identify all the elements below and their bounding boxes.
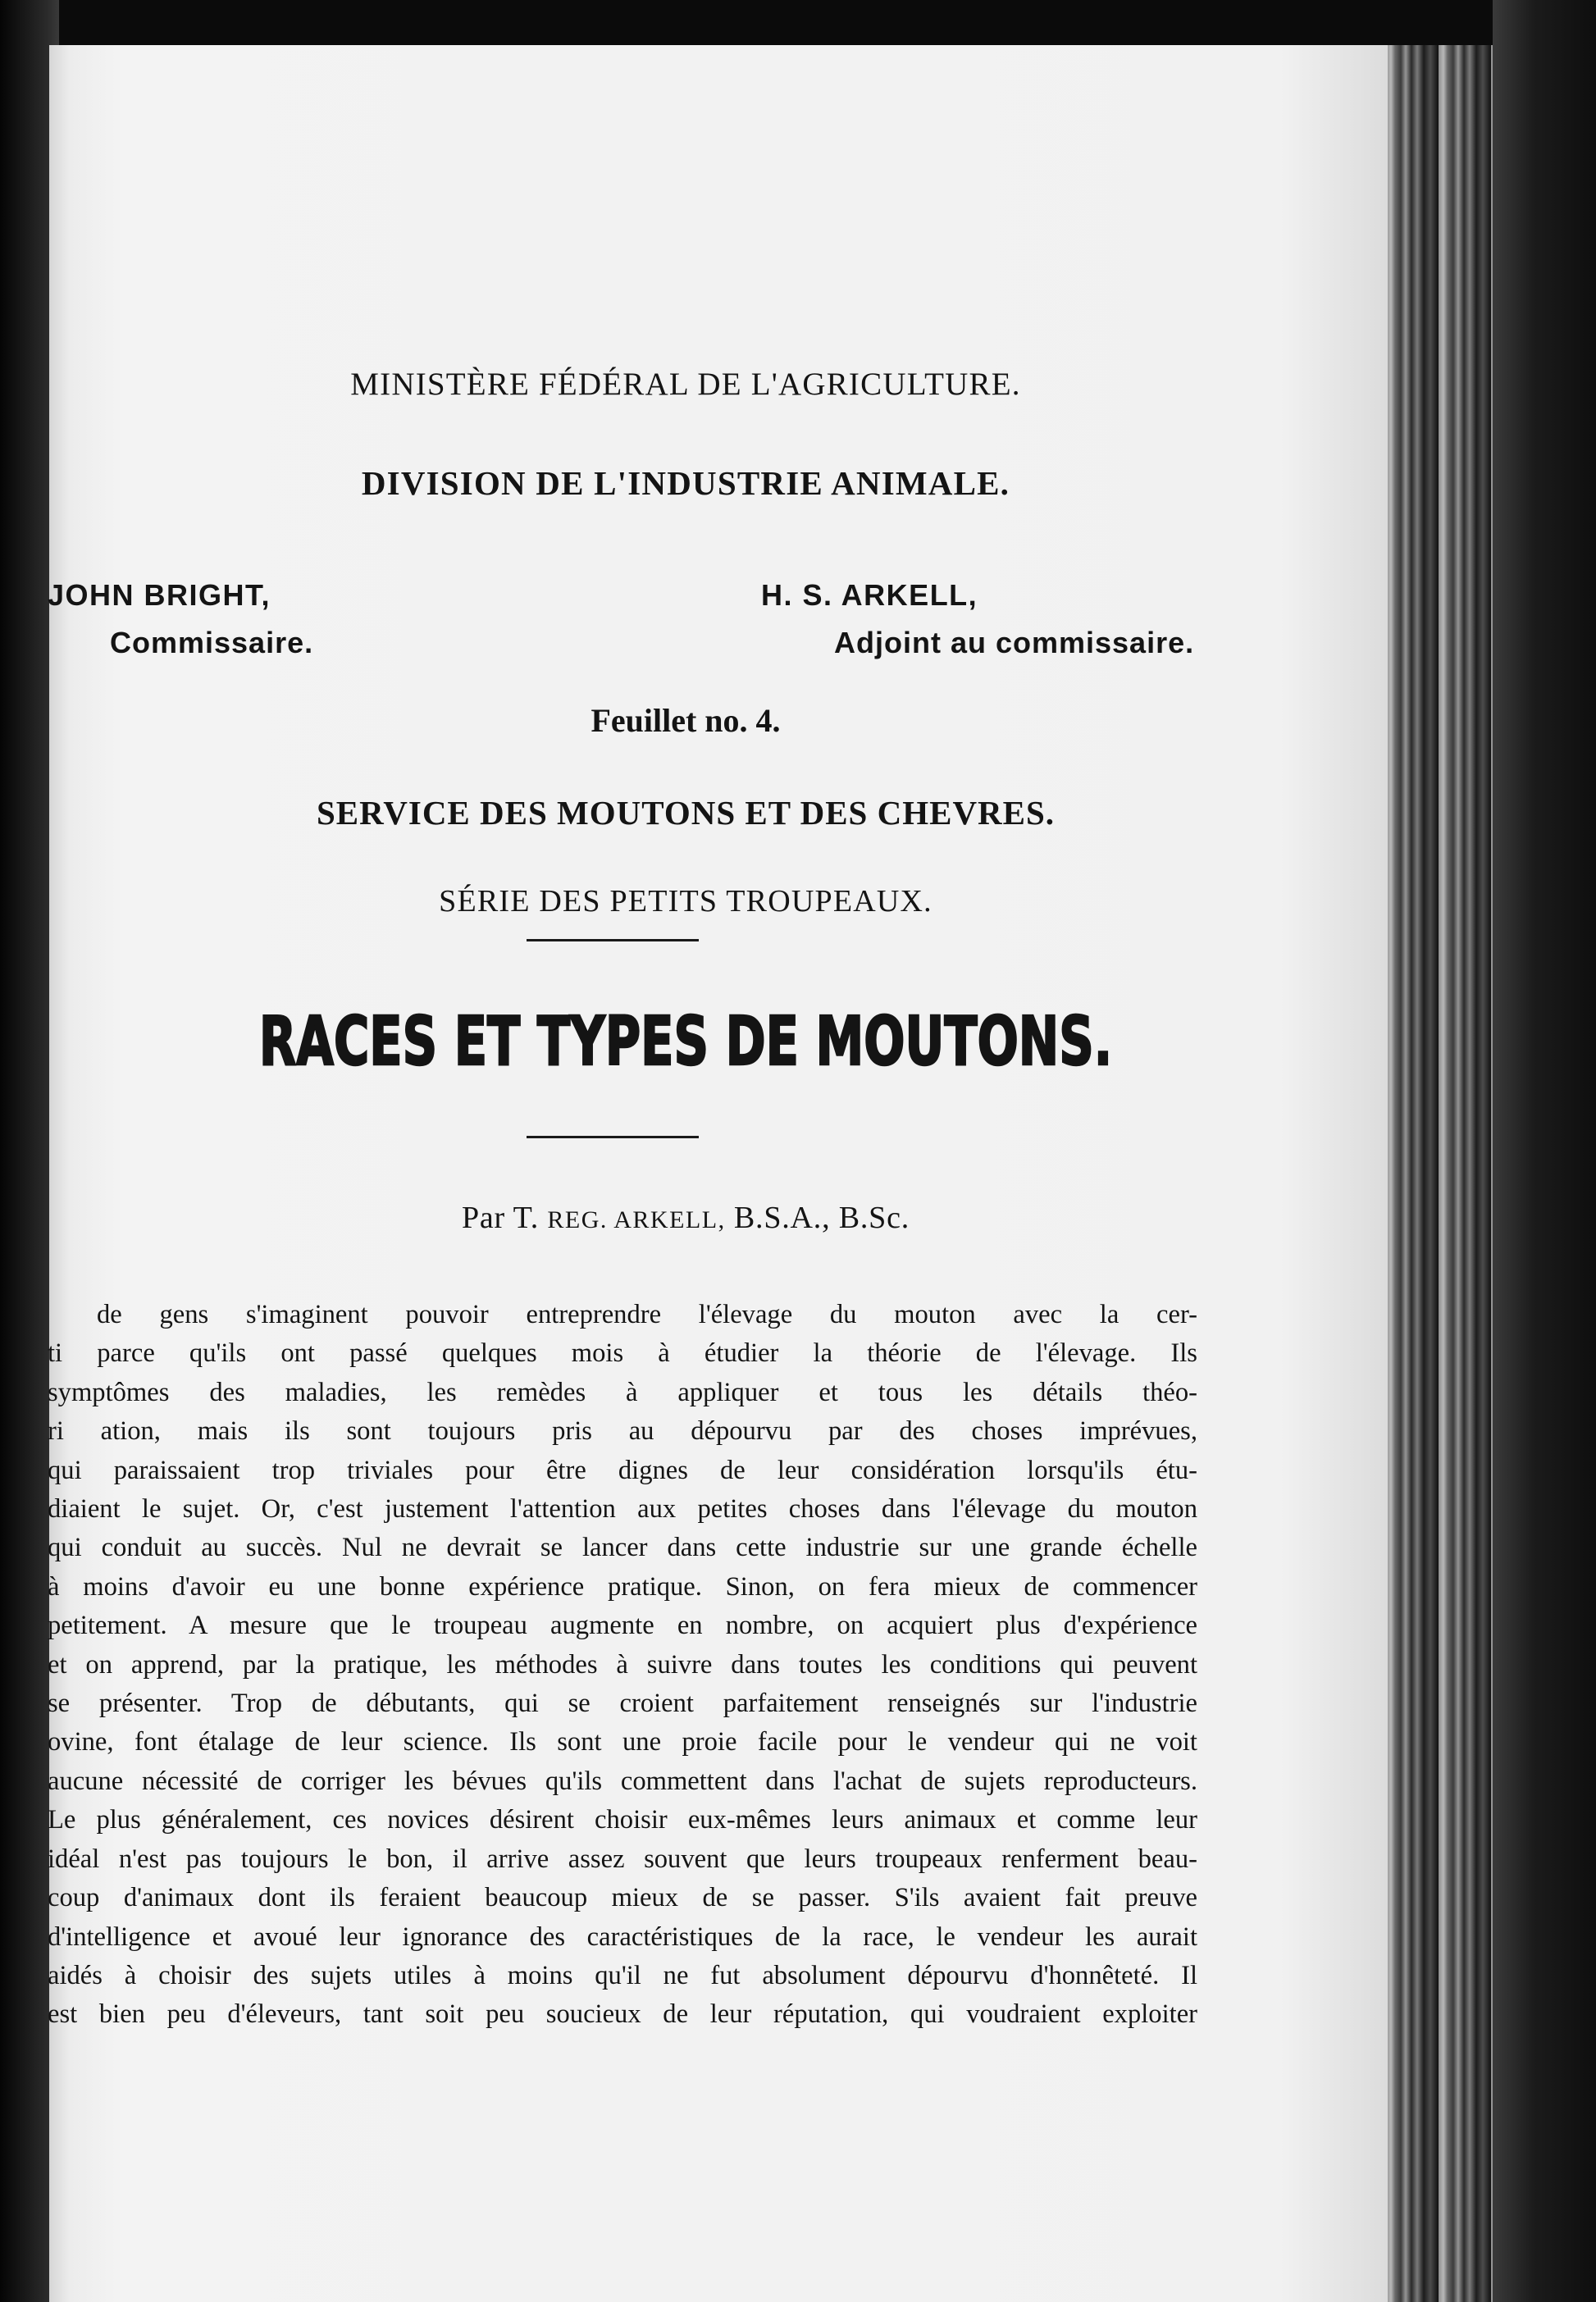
body-line: qui conduit au succès. Nul ne devrait se lancer dans cette industrie sur une grande échelle: [48, 1533, 1197, 1563]
byline-author: REG. ARKELL,: [547, 1206, 726, 1233]
title-rule-bottom: [527, 1136, 699, 1138]
byline-degrees: B.S.A., B.Sc.: [725, 1201, 910, 1235]
body-line: coup d'animaux dont ils feraient beaucoup mieux de se passer. S'ils avaient fait preuve: [48, 1883, 1197, 1913]
body-line: à moins d'avoir eu une bonne expérience pratique. Sinon, on fera mieux de commencer: [48, 1571, 1197, 1602]
division-heading: DIVISION DE L'INDUSTRIE ANIMALE.: [361, 464, 1010, 502]
author-byline: [16, 1200, 1355, 1236]
ministry-heading: MINISTÈRE FÉDÉRAL DE L'AGRICULTURE.: [350, 367, 1021, 402]
byline-prefix: Par T.: [461, 1201, 548, 1235]
body-line: d'intelligence et avoué leur ignorance des caractéristiques de la race, le vendeur les aurait: [48, 1921, 1197, 1952]
body-line: symptômes des maladies, les remèdes à appliquer et tous les détails théo-: [48, 1377, 1197, 1407]
scan-right-border: [1493, 0, 1596, 2302]
body-line: qui paraissaient trop triviales pour être dignes de leur considération lorsqu'ils étu-: [48, 1455, 1197, 1485]
body-line: aidés à choisir des sujets utiles à moins qu'il ne fut absolument dépourvu d'honnêteté. Il: [48, 1960, 1197, 1990]
body-line: ti parce qu'ils ont passé quelques mois à étudier la théorie de l'élevage. Ils: [48, 1338, 1197, 1369]
body-paragraph: [48, 1296, 1197, 2035]
signatory-right-title: Adjoint au commissaire.: [834, 626, 1195, 659]
body-line: Le plus généralement, ces novices désirent choisir eux-mêmes leurs animaux et comme leur: [48, 1805, 1197, 1835]
series-heading: SÉRIE DES PETITS TROUPEAUX.: [439, 884, 933, 919]
leaflet-number: Feuillet no. 4.: [591, 702, 781, 739]
body-line: ovine, font étalage de leur science. Ils sont une proie facile pour le vendeur qui ne voit: [48, 1727, 1197, 1757]
document-page: [49, 45, 1388, 2302]
title-rule-top: [527, 939, 699, 941]
body-line: idéal n'est pas toujours le bon, il arrive assez souvent que leurs troupeaux renferment beau-: [48, 1844, 1197, 1874]
body-line: ri ation, mais ils sont toujours pris au dépourvu par des choses imprévues,: [48, 1416, 1197, 1447]
body-line: diaient le sujet. Or, c'est justement l'attention aux petites choses dans l'élevage du mouton: [48, 1494, 1197, 1525]
body-line: est bien peu d'éleveurs, tant soit peu soucieux de leur réputation, qui voudraient exploiter: [48, 1999, 1197, 2030]
body-line: petitement. A mesure que le troupeau augmente en nombre, on acquiert plus d'expérience: [48, 1611, 1197, 1641]
document-title: RACES ET TYPES DE MOUTONS.: [258, 1003, 1113, 1081]
signatory-right-name: H. S. ARKELL,: [761, 578, 978, 612]
signatory-left-name: JOHN BRIGHT,: [48, 578, 271, 612]
signatory-left-title: Commissaire.: [110, 626, 314, 659]
service-heading: SERVICE DES MOUTONS ET DES CHEVRES.: [316, 794, 1056, 832]
body-line: et on apprend, par la pratique, les méthodes à suivre dans toutes les conditions qui peuvent: [48, 1649, 1197, 1680]
body-line: aucune nécessité de corriger les bévues qu'ils commettent dans l'achat de sujets reproducteurs.: [48, 1766, 1197, 1796]
body-line: de gens s'imaginent pouvoir entreprendre l'élevage du mouton avec la cer-: [97, 1300, 1197, 1329]
body-line: se présenter. Trop de débutants, qui se croient parfaitement renseignés sur l'industrie: [48, 1689, 1197, 1719]
